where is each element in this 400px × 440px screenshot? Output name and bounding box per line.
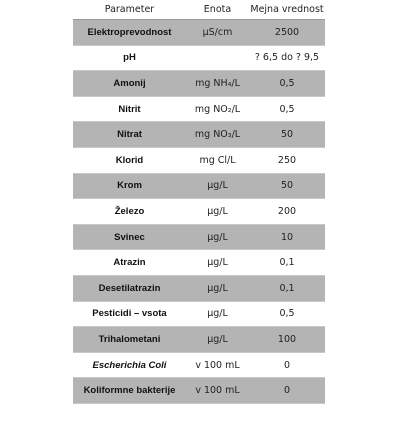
- table-row: [73, 352, 325, 378]
- parameter-cell: Escherichia Coli: [73, 352, 186, 378]
- limit-cell: ? 6,5 do ? 9,5: [249, 45, 325, 71]
- parameter-cell: Nitrat: [73, 122, 186, 148]
- table-row: [73, 327, 325, 353]
- limit-cell: 0,5: [249, 301, 325, 327]
- table-row: [73, 378, 325, 404]
- table-row: [73, 122, 325, 148]
- limit-cell: 2500: [249, 20, 325, 46]
- parameter-cell: Klorid: [73, 147, 186, 173]
- unit-cell: mg NO₂/L: [186, 96, 249, 122]
- parameter-cell: Amonij: [73, 71, 186, 97]
- parameter-cell: Koliformne bakterije: [73, 378, 186, 404]
- limit-cell: 0,5: [249, 96, 325, 122]
- limit-cell: 10: [249, 224, 325, 250]
- table-row: [73, 147, 325, 173]
- limit-cell: 0,1: [249, 275, 325, 301]
- parameter-cell: Nitrit: [73, 96, 186, 122]
- unit-cell: µg/L: [186, 275, 249, 301]
- parameter-cell: Elektroprevodnost: [73, 20, 186, 46]
- limit-cell: 0,5: [249, 71, 325, 97]
- table-row: [73, 224, 325, 250]
- unit-cell: µg/L: [186, 250, 249, 276]
- limit-cell: 100: [249, 327, 325, 353]
- limit-cell: 50: [249, 122, 325, 148]
- limit-cell: 0: [249, 378, 325, 404]
- unit-cell: v 100 mL: [186, 352, 249, 378]
- limits-table-container: [73, 0, 325, 404]
- limit-cell: 200: [249, 199, 325, 225]
- table-row: [73, 250, 325, 276]
- limit-cell: 0,1: [249, 250, 325, 276]
- unit-cell: µS/cm: [186, 20, 249, 46]
- unit-cell: mg NH₄/L: [186, 71, 249, 97]
- unit-cell: µg/L: [186, 327, 249, 353]
- parameter-cell: Železo: [73, 199, 186, 225]
- unit-cell: [186, 45, 249, 71]
- parameter-cell: Atrazin: [73, 250, 186, 276]
- unit-cell: mg NO₃/L: [186, 122, 249, 148]
- parameter-cell: Trihalometani: [73, 327, 186, 353]
- parameter-cell: Svinec: [73, 224, 186, 250]
- table-row: [73, 199, 325, 225]
- header-unit: Enota: [186, 0, 249, 20]
- table-row: [73, 173, 325, 199]
- unit-cell: µg/L: [186, 173, 249, 199]
- limit-cell: 50: [249, 173, 325, 199]
- parameter-cell: Pesticidi – vsota: [73, 301, 186, 327]
- limit-cell: 0: [249, 352, 325, 378]
- table-row: [73, 96, 325, 122]
- table-header-row: [73, 0, 325, 20]
- table-row: [73, 20, 325, 46]
- header-parameter: Parameter: [73, 0, 186, 20]
- limit-cell: 250: [249, 147, 325, 173]
- unit-cell: µg/L: [186, 224, 249, 250]
- unit-cell: µg/L: [186, 199, 249, 225]
- table-row: [73, 45, 325, 71]
- table-row: [73, 301, 325, 327]
- header-limit: Mejna vrednost: [249, 0, 325, 20]
- table-row: [73, 275, 325, 301]
- parameter-cell: Desetilatrazin: [73, 275, 186, 301]
- unit-cell: µg/L: [186, 301, 249, 327]
- limits-table: [73, 0, 325, 404]
- table-row: [73, 71, 325, 97]
- unit-cell: v 100 mL: [186, 378, 249, 404]
- parameter-cell: Krom: [73, 173, 186, 199]
- parameter-cell: pH: [73, 45, 186, 71]
- unit-cell: mg Cl/L: [186, 147, 249, 173]
